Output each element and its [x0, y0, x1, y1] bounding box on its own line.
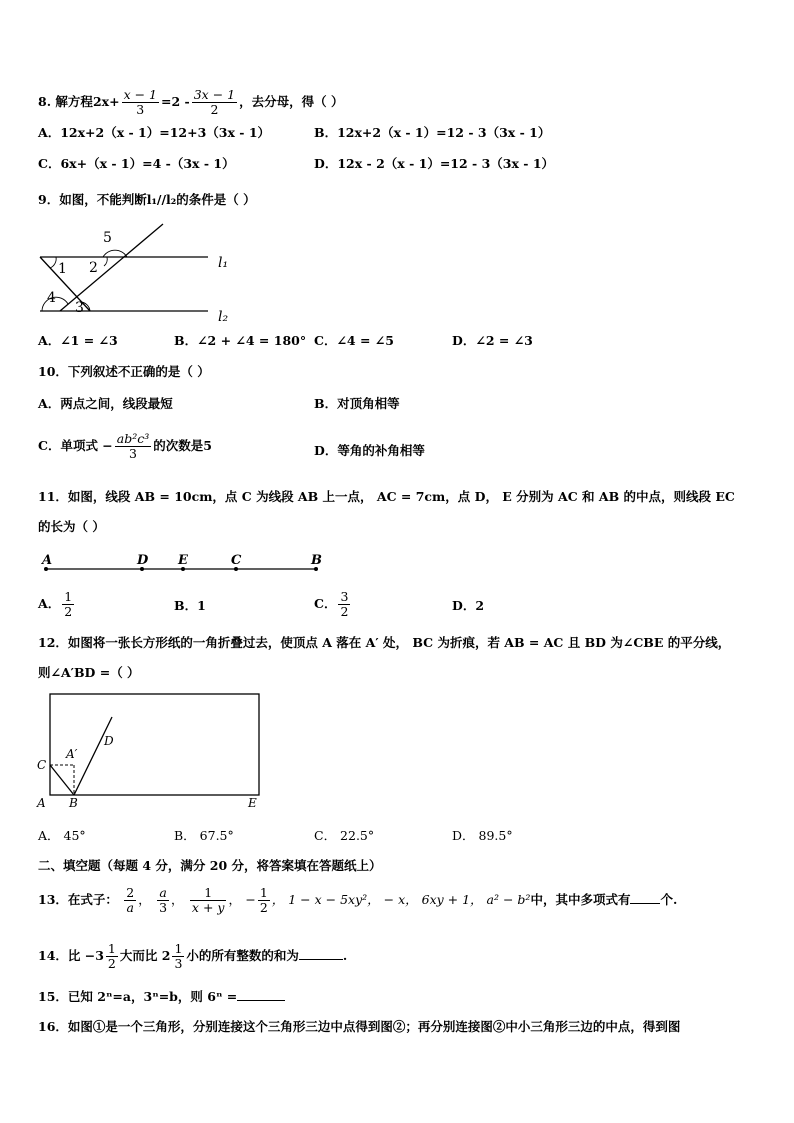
crease-bc — [50, 765, 74, 795]
label-d: D — [104, 734, 114, 748]
q8-fraction-1 — [122, 88, 159, 117]
q10-option-d[interactable]: D．等角的补角相等 — [314, 443, 425, 458]
q14-fraction-2 — [172, 942, 184, 971]
q12-stem-line1: 12．如图将一张长方形纸的一角折叠过去，使顶点 A 落在 A′ 处， BC 为折痕，若 AB = AC 且 BD 为∠CBE 的平分线， — [38, 635, 731, 650]
q10-c-fraction — [115, 432, 151, 461]
q16-stem: 16．如图①是一个三角形，分别连接这个三角形三边中点得到图②；再分别连接图②中小三角形三边的中点，得到图 — [38, 1019, 681, 1034]
q11-figure — [38, 550, 328, 578]
q10-stem: 10．下列叙述不正确的是（ ） — [38, 364, 210, 379]
q8-text-b: 2x+ — [92, 94, 120, 109]
q13-tail: 个. — [660, 892, 678, 907]
q14-f2-den: 3 — [174, 956, 183, 971]
q9-figure — [30, 222, 250, 326]
q13-e2-num: a — [157, 886, 169, 901]
section-fill-in-heading: 二、填空题（每题 4 分，满分 20 分，将答案填在答题纸上） — [38, 858, 382, 873]
q13-expr-4 — [258, 886, 270, 915]
q13-e3-num: 1 — [190, 886, 227, 901]
q11-option-b[interactable]: B．1 — [174, 598, 206, 613]
q13-e4-den: 2 — [259, 900, 268, 915]
q15-stem — [38, 988, 285, 1005]
q8-option-b[interactable]: B．12x+2（x - 1）=12 - 3（3x - 1） — [314, 125, 551, 140]
label-a: A — [42, 553, 53, 568]
q13-e4-sign: − — [245, 892, 256, 907]
q11-a-den: 2 — [64, 604, 73, 619]
q15-answer-blank[interactable] — [237, 988, 285, 1001]
q8-stem — [38, 88, 343, 117]
q14-stem — [38, 942, 347, 971]
q11-a-fraction — [62, 590, 74, 619]
q8-f2-num: 3x − 1 — [193, 87, 236, 102]
q13-answer-blank[interactable] — [630, 891, 660, 904]
bisector-bd — [74, 717, 112, 795]
angle-1-arc — [50, 257, 56, 268]
q13-expr-3 — [190, 886, 227, 915]
q8-option-a[interactable]: A．12x+2（x - 1）=12+3（3x - 1） — [38, 125, 271, 140]
q8-text-d: ，去分母，得（ ） — [239, 94, 344, 109]
q13-post: 中，其中多项式有 — [530, 892, 631, 907]
q12-option-d[interactable]: D． 89.5° — [452, 828, 513, 843]
label-b: B — [311, 553, 322, 568]
q8-option-d[interactable]: D．12x - 2（x - 1）=12 - 3（3x - 1） — [314, 156, 555, 171]
q14-fraction-1 — [106, 942, 118, 971]
q13-e1-num: 2 — [126, 885, 135, 900]
q12-option-b[interactable]: B． 67.5° — [174, 828, 234, 843]
q12-stem-line2: 则∠A′BD =（ ） — [38, 665, 140, 680]
q9-option-a[interactable]: A．∠1 = ∠3 — [38, 333, 118, 348]
q11-c-den: 2 — [340, 604, 349, 619]
q11-a-pre: A． — [38, 596, 61, 611]
label-a: A — [37, 796, 46, 810]
q9-stem: 9．如图，不能判断l₁//l₂的条件是（ ） — [38, 192, 256, 207]
label-angle-2: 2 — [89, 260, 98, 276]
q8-text-c: =2 - — [161, 94, 190, 109]
q13-e2-den: 3 — [159, 900, 168, 915]
label-d: D — [137, 553, 149, 568]
label-l2: l₂ — [218, 309, 229, 325]
q14-mid: 大而比 2 — [119, 948, 171, 963]
q8-f1-den: 3 — [136, 102, 145, 117]
q13-expr-2 — [157, 886, 169, 915]
q8-option-c[interactable]: C．6x+（x - 1）=4 -（3x - 1） — [38, 156, 235, 171]
q8-number: 8. — [38, 94, 52, 109]
q8-fraction-2 — [192, 88, 237, 117]
label-e: E — [248, 796, 257, 810]
q14-answer-blank[interactable] — [299, 947, 343, 960]
q10-c-den: 3 — [129, 446, 137, 461]
label-c: C — [231, 553, 242, 568]
q11-option-a[interactable] — [38, 590, 76, 619]
q14-pre: 14．比 −3 — [38, 948, 104, 963]
label-c: C — [37, 758, 47, 772]
q13-e4-num: 1 — [259, 885, 268, 900]
q11-option-c[interactable] — [314, 590, 352, 619]
q13-e3-den: x + y — [191, 900, 225, 915]
q12-option-c[interactable]: C． 22.5° — [314, 828, 375, 843]
q14-post: 小的所有整数的和为 — [186, 948, 299, 963]
label-angle-5: 5 — [103, 230, 112, 246]
q9-option-b[interactable]: B．∠2 + ∠4 = 180° — [174, 333, 307, 348]
label-angle-4: 4 — [47, 290, 56, 306]
q14-f1-num: 1 — [107, 941, 116, 956]
angle-2-arc — [104, 257, 107, 266]
q10-c-num: ab²c³ — [116, 431, 150, 446]
q8-text-a: 解方程 — [55, 94, 93, 109]
q11-option-d[interactable]: D．2 — [452, 598, 485, 613]
q11-stem-line1: 11．如图，线段 AB = 10cm，点 C 为线段 AB 上一点， AC = 7cm，点 D， E 分别为 AC 和 AB 的中点，则线段 EC — [38, 489, 735, 504]
q13-stem: 13．在式子： $\frac{2}{a}$ ， $\frac{a}{3}$ ， $\frac{1}{x + y}$ ， − $\frac{1}{2}$ ， 1 − x − 5xy²， − x， 6xy + 1， a² − b²中，其中多项式有 个. — [38, 885, 678, 915]
q14-f1-den: 2 — [107, 956, 116, 971]
q9-option-c[interactable]: C．∠4 = ∠5 — [314, 333, 394, 348]
label-l1: l₁ — [218, 255, 229, 271]
q8-f1-num: x − 1 — [123, 87, 157, 102]
q13-rest-expressions: ， 1 − x − 5xy²， − x， 6xy + 1， a² − b² — [271, 892, 531, 907]
q13-e1-den: a — [126, 900, 134, 915]
q14-tail: . — [342, 948, 348, 963]
q12-figure — [34, 690, 274, 810]
q13-expr-1 — [124, 886, 136, 915]
label-e: E — [178, 553, 188, 568]
q10-option-b[interactable]: B．对顶角相等 — [314, 396, 400, 411]
label-angle-1: 1 — [58, 261, 67, 277]
label-b: B — [69, 796, 78, 810]
label-angle-3: 3 — [75, 300, 84, 316]
q10-c-pre: C．单项式 − — [38, 438, 113, 453]
q14-f2-num: 1 — [174, 941, 183, 956]
q11-c-num: 3 — [340, 589, 349, 604]
q10-option-a[interactable]: A．两点之间，线段最短 — [38, 396, 173, 411]
q12-option-a[interactable]: A． 45° — [38, 828, 86, 843]
q15-text: 15．已知 2ⁿ=a，3ⁿ=b，则 6ⁿ = — [38, 989, 238, 1004]
q11-stem-line2: 的长为（ ） — [38, 519, 105, 534]
angle-5-arc — [103, 250, 127, 257]
q11-c-pre: C． — [314, 596, 337, 611]
q11-a-num: 1 — [64, 589, 73, 604]
q10-option-c[interactable] — [38, 432, 212, 461]
q10-c-post: 的次数是5 — [153, 438, 212, 453]
label-a-prime: A′ — [66, 747, 78, 761]
q13-pre: 13．在式子： — [38, 892, 118, 907]
q9-option-d[interactable]: D．∠2 = ∠3 — [452, 333, 533, 348]
q8-f2-den: 2 — [210, 102, 219, 117]
q11-c-fraction — [338, 590, 350, 619]
